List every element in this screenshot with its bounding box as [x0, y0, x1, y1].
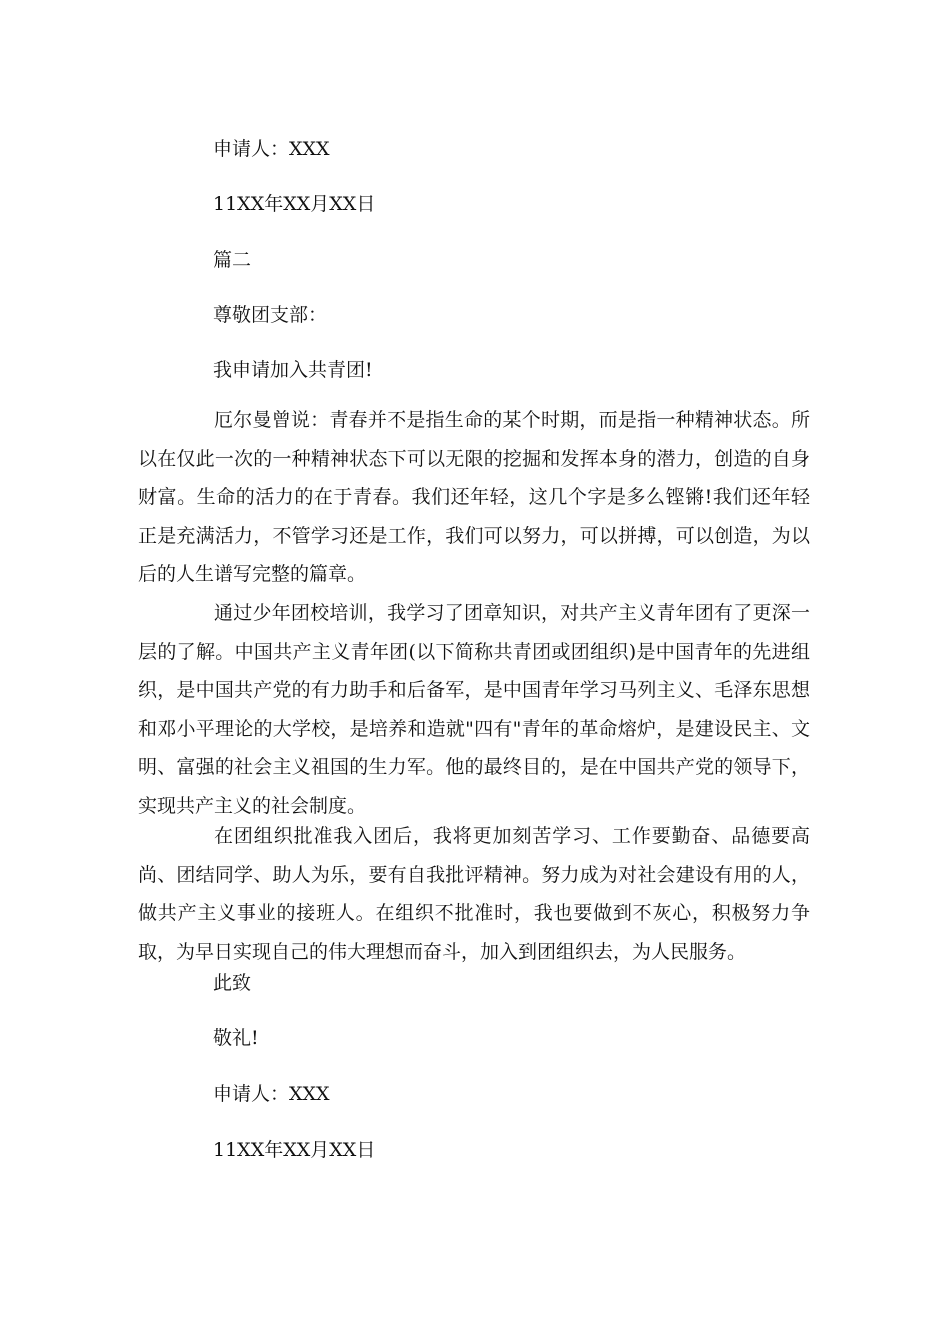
body-paragraph-1: 厄尔曼曾说：青春并不是指生命的某个时期，而是指一种精神状态。所以在仅此一次的一种精神状态下可以无限的挖掘和发挥本身的潜力，创造的自身财富。生命的活力的在于青春。我们还年轻，这几个字是多么铿锵!我们还年轻正是充满活力，不管学习还是工作，我们可以努力，可以拼搏，可以创造，为以后的人生谱写完整的篇章。 [138, 409, 810, 585]
opening-line: 我申请加入共青团! [213, 359, 373, 381]
salutation: 尊敬团支部： [213, 304, 328, 326]
body-paragraph-3: 在团组织批准我入团后，我将更加刻苦学习、工作要勤奋、品德要高尚、团结同学、助人为乐，要有自我批评精神。努力成为对社会建设有用的人，做共产主义事业的接班人。在组织不批准时，我也要做到不灰心，积极努力争取，为早日实现自己的伟大理想而奋斗，加入到团组织去，为人民服务。 [138, 825, 810, 963]
bottom-applicant: 申请人：XXX [213, 1083, 330, 1105]
closing-ci-zhi: 此致 [213, 972, 252, 994]
top-applicant: 申请人：XXX [213, 138, 330, 160]
body-paragraph-2: 通过少年团校培训，我学习了团章知识，对共产主义青年团有了更深一层的了解。中国共产主义青年团(以下简称共青团或团组织)是中国青年的先进组织，是中国共产党的有力助手和后备军，是中国青年学习马列主义、毛泽东思想和邓小平理论的大学校，是培养和造就"四有"青年的革命熔炉，是建设民主、文明、富强的社会主义祖国的生力军。他的最终目的，是在中国共产党的领导下，实现共产主义的社会制度。 [138, 602, 810, 817]
bottom-date: 11XX年XX月XX日 [213, 1139, 376, 1161]
closing-jing-li: 敬礼! [213, 1027, 259, 1049]
top-date: 11XX年XX月XX日 [213, 193, 376, 215]
section-title: 篇二 [213, 249, 252, 271]
